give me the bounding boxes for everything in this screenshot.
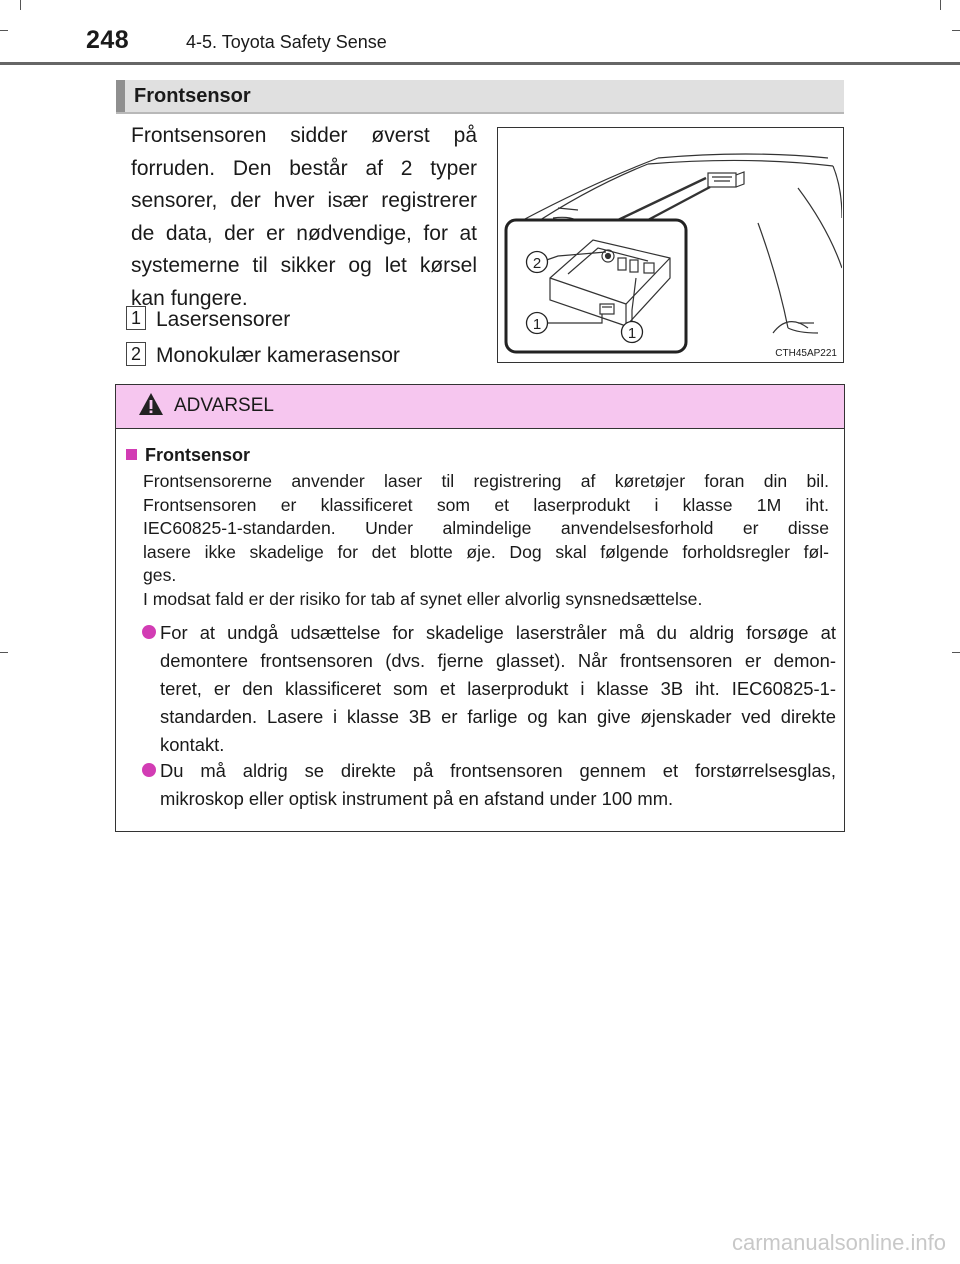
square-bullet-icon: [126, 449, 137, 460]
crop-mark: [20, 0, 21, 10]
bullet-line: For at undgå udsættelse for skadelige laserstråler må du aldrig forsøge at: [160, 622, 836, 643]
callout-1b-label: 1: [627, 325, 637, 342]
legend-item: [126, 306, 290, 332]
warning-line: I modsat fald er der risiko for tab af synet eller alvorlig synsnedsættelse.: [143, 588, 703, 609]
callout-1a-label: 1: [532, 316, 542, 333]
intro-line: Frontsensoren sidder øverst på: [131, 124, 477, 147]
chapter-title: 4-5. Toyota Safety Sense: [186, 32, 387, 52]
crop-mark: [952, 30, 960, 31]
warning-bullet: [142, 619, 842, 759]
warning-bullet-text: [160, 619, 836, 759]
warning-header: [116, 385, 844, 429]
round-bullet-icon: [142, 763, 156, 777]
intro-line: de data, der er nødvendige, for at: [131, 221, 477, 245]
windshield-sensor-drawing: [498, 128, 842, 361]
crop-mark: [940, 0, 941, 10]
warning-bullet: [142, 757, 842, 813]
callout-1b: [622, 322, 643, 343]
warning-line: Frontsensorerne anvender laser til registrering af køretøjer foran din bil.: [143, 471, 829, 491]
intro-line: forruden. Den består af 2 typer: [131, 156, 477, 180]
watermark: carmanualsonline.info: [731, 1230, 946, 1255]
warning-line: IEC60825-1-standarden. Under almindelige anvendelsesforhold er disse: [143, 518, 829, 538]
legend-number: 1: [126, 306, 146, 330]
legend-number: 2: [126, 342, 146, 366]
crop-mark: [0, 30, 8, 31]
front-sensor-illustration: [497, 127, 844, 363]
header-rule: [0, 62, 960, 65]
intro-paragraph: [131, 120, 477, 315]
bullet-line: standarden. Lasere i klasse 3B er farlige og kan give øjenskader ved direkte: [160, 706, 836, 727]
intro-line: kan fungere.: [131, 286, 248, 310]
callout-2: [527, 252, 548, 273]
section-heading: [116, 80, 844, 114]
round-bullet-icon: [142, 625, 156, 639]
warning-line: Frontsensoren er klassificeret som et laserprodukt i klasse 1M iht.: [143, 494, 829, 515]
warning-label: ADVARSEL: [174, 395, 274, 416]
bullet-line: mikroskop eller optisk instrument på en afstand under 100 mm.: [160, 788, 674, 809]
warning-item-heading: [126, 445, 250, 466]
callout-2-label: 2: [532, 255, 542, 272]
section-title: Frontsensor: [134, 85, 251, 107]
bullet-line: kontakt.: [160, 734, 225, 755]
warning-line: ges.: [143, 565, 177, 585]
bullet-line: teret, er den klassificeret som et laserprodukt i klasse 3B iht. IEC60825-1-: [160, 678, 836, 699]
callout-1a: [527, 313, 548, 334]
section-accent: [116, 80, 125, 112]
crop-mark: [0, 652, 8, 653]
warning-box: [115, 384, 845, 832]
legend-item: [126, 342, 400, 368]
warning-item-title: Frontsensor: [145, 445, 251, 465]
bullet-line: Du må aldrig se direkte på frontsensoren gennem et forstørrelsesglas,: [160, 760, 836, 781]
legend-label: Monokulær kamerasensor: [156, 344, 400, 367]
warning-bullet-text: [160, 757, 836, 813]
legend-label: Lasersensorer: [156, 308, 291, 331]
intro-line: sensorer, der hver især registrerer: [131, 189, 477, 212]
page-number: 248: [86, 26, 130, 54]
warning-paragraph: [143, 470, 829, 611]
crop-mark: [952, 652, 960, 653]
warning-line: lasere ikke skadelige for det blotte øje. Dog skal følgende forholdsregler føl-: [143, 541, 829, 562]
bullet-line: demontere frontsensoren (dvs. fjerne glasset). Når frontsensoren er demon-: [160, 650, 836, 671]
warning-triangle-icon: [138, 391, 164, 417]
intro-line: systemerne til sikker og let kørsel: [131, 254, 477, 277]
figure-code: CTH45AP221: [775, 348, 837, 359]
